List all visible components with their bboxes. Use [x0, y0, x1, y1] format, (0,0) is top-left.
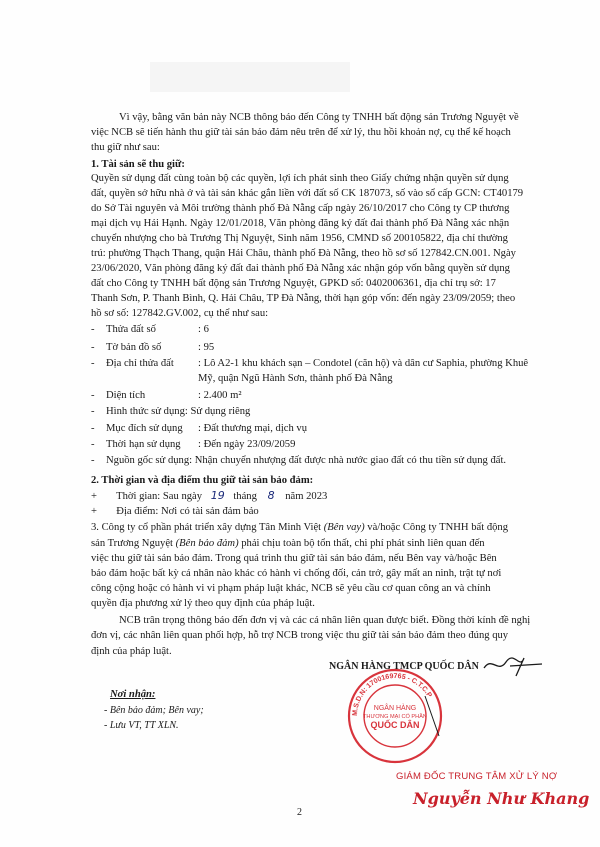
section-1-line: do Sở Tài nguyên và Môi trường thành phố Đà Nẵng cấp ngày 26/10/2017 cho Công ty CP thương: [91, 203, 510, 214]
detail-value: : 6: [198, 324, 209, 335]
bullet: +: [91, 491, 97, 502]
section-2-heading: 2. Thời gian và địa điểm thu giữ tài sản bảo đảm:: [91, 475, 314, 486]
closing-line: NCB trân trọng thông báo đến đơn vị và các cá nhân liên quan được biết. Đồng thời kính đề nghị: [119, 615, 531, 626]
seal-text-3: QUỐC DÂN: [370, 720, 420, 730]
section-3-line: công cộng hoặc có hành vi vi phạm pháp luật khác, NCB sẽ yêu cầu cơ quan công an và chính: [91, 583, 491, 594]
detail-value: Mỹ, quận Ngũ Hành Sơn, thành phố Đà Nẵng: [198, 373, 393, 384]
bank-name: NGÂN HÀNG TMCP QUỐC DÂN: [329, 661, 479, 672]
seal-text-2: THƯƠNG MẠI CỔ PHẦN: [363, 714, 427, 720]
intro-line-1: Vì vậy, bằng văn bản này NCB thông báo đến Công ty TNHH bất động sản Trương Nguyệt về: [119, 112, 519, 123]
detail-label: Diện tích: [106, 390, 146, 401]
intro-line-3: thu giữ như sau:: [91, 142, 160, 153]
asset-detail-row: [91, 323, 209, 336]
detail-label: Địa chỉ thửa đất: [106, 358, 174, 369]
signer-position: GIÁM ĐỐC TRUNG TÂM XỬ LÝ NỢ: [396, 771, 558, 782]
section-1-line: đất, quyền sở hữu nhà ở và tài sản khác gắn liền với đất số CK 187073, số vào sổ cấp GCN: CT40179: [91, 188, 524, 199]
section-1-line: chuyển nhượng cho bà Trương Thị Nguyệt, Sinh năm 1956, CMND số 200105822, địa chỉ thường: [91, 233, 508, 244]
asset-detail-row: [91, 438, 295, 451]
detail-value: : Đất thương mại, dịch vụ: [198, 423, 308, 434]
section-3-line: bảo đảm hoặc bất kỳ cá nhân nào khác có hành vi chống đối, cản trở, gây mất an ninh, trật tự nơi: [91, 568, 502, 579]
signature-scribble: [480, 652, 550, 678]
bullet: -: [91, 358, 95, 369]
signer-name: Nguyễn Như Khang: [413, 789, 590, 808]
bullet: -: [91, 423, 95, 434]
section-1-heading: 1. Tài sản sẽ thu giữ:: [91, 159, 185, 170]
bullet: -: [91, 342, 95, 353]
section-1-line: đất cho Công ty TNHH bất động sản Trương Nguyệt, GPKD số: 0402006361, địa chỉ trụ sở: 17: [91, 278, 496, 289]
intro-line-2: việc NCB sẽ tiến hành thu giữ tài sản bảo đảm nêu trên để xử lý, thu hồi khoản nợ, cụ thể kế hoạch: [91, 127, 511, 138]
detail-label: Mục đích sử dụng: [106, 423, 183, 434]
section-3-line: quyền địa phương xử lý theo quy định của pháp luật.: [91, 598, 315, 609]
section-1-line: Thanh Sơn, P. Thanh Bình, Q. Hải Châu, TP Đà Nẵng, thời hạn góp vốn: đến ngày 23/09/2059; theo: [91, 293, 516, 304]
asset-detail-row: [91, 454, 506, 467]
company-seal: [345, 666, 445, 766]
section-3-line: 3. Công ty cổ phần phát triển xây dựng Tân Minh Việt (Bên vay) và/hoặc Công ty TNHH bất động: [91, 522, 509, 533]
section-1-line: mại dịch vụ Hải Hạnh. Ngày 12/01/2018, Văn phòng đăng ký đất đai thành phố Đà Nẵng xác nhận: [91, 218, 510, 229]
handwritten-month: 8: [267, 489, 275, 502]
detail-value: : Lô A2-1 khu khách sạn – Condotel (căn hộ) và dân cư Saphia, phường Khuê: [198, 358, 529, 369]
section-1-line: hồ sơ số: 127842.GV.002, cụ thể như sau:: [91, 308, 269, 319]
detail-label: Tờ bản đồ số: [106, 342, 162, 353]
detail-label: Hình thức sử dụng: Sử dụng riêng: [106, 406, 251, 417]
asset-detail-row: [91, 389, 242, 402]
seal-text-1: NGÂN HÀNG: [373, 705, 417, 712]
section-1-line: 23/06/2020, Văn phòng đăng ký đất đai thành phố Đà Nẵng xác nhận góp vốn bằng quyền sử dụng: [91, 263, 510, 274]
detail-value: : Đến ngày 23/09/2059: [198, 439, 296, 450]
closing-line: định của pháp luật.: [91, 646, 172, 657]
recipient-item: - Bên bảo đảm; Bên vay;: [104, 705, 204, 716]
bullet: -: [91, 390, 95, 401]
bullet: -: [91, 324, 95, 335]
bleed-through-text: [150, 62, 350, 92]
section-1-line: Quyền sử dụng đất cùng toàn bộ các quyền, lợi ích phát sinh theo Giấy chứng nhận quyền sử dụng: [91, 173, 509, 184]
bullet: -: [91, 406, 95, 417]
recipient-item: - Lưu VT, TT XLN.: [104, 720, 179, 731]
asset-detail-row: [91, 405, 250, 418]
place-text: Địa điểm: Nơi có tài sản đảm bảo: [116, 506, 259, 517]
bullet: -: [91, 439, 95, 450]
bullet: -: [91, 455, 95, 466]
time-year: năm 2023: [285, 491, 328, 502]
handwritten-day: 19: [210, 489, 225, 502]
detail-label: Thửa đất số: [106, 324, 156, 335]
detail-value: : 95: [198, 342, 215, 353]
time-prefix: Thời gian: Sau ngày: [116, 491, 203, 502]
section-3-line: việc thu giữ tài sản bảo đảm. Trong quá trình thu giữ tài sản bảo đảm, nếu Bên vay và/hoặc Bên: [91, 553, 497, 564]
asset-detail-row: [91, 341, 214, 354]
closing-line: đơn vị, các nhân liên quan phối hợp, hỗ trợ NCB trong việc thu giữ tài sản bảo đảm theo đúng quy: [91, 630, 509, 641]
asset-detail-row: [91, 357, 528, 370]
bullet: +: [91, 506, 97, 517]
page-number: 2: [297, 807, 302, 818]
asset-detail-row: [91, 422, 307, 435]
place-row: [91, 505, 259, 518]
seal-ring-text: M.S.D.N: 1700169765 - C.T.C.P: [351, 672, 433, 717]
asset-detail-row: [91, 372, 393, 385]
recipients-title: Nơi nhận:: [110, 689, 156, 700]
detail-label: Nguồn gốc sử dụng: Nhận chuyển nhượng đất được nhà nước giao đất có thu tiền sử dụng đất.: [106, 455, 507, 466]
detail-label: Thời hạn sử dụng: [106, 439, 181, 450]
time-row: [91, 489, 327, 503]
detail-value: : 2.400 m²: [198, 390, 242, 401]
time-month-label: tháng: [233, 491, 257, 502]
section-3-line: sản Trương Nguyệt (Bên bảo đảm) phải chịu toàn bộ tổn thất, chi phí phát sinh liên quan đến: [91, 538, 485, 549]
section-1-line: trú: phường Thạch Thang, quận Hải Châu, thành phố Đà Nẵng, theo hồ sơ số 127842.CN.001. Ngày: [91, 248, 516, 259]
